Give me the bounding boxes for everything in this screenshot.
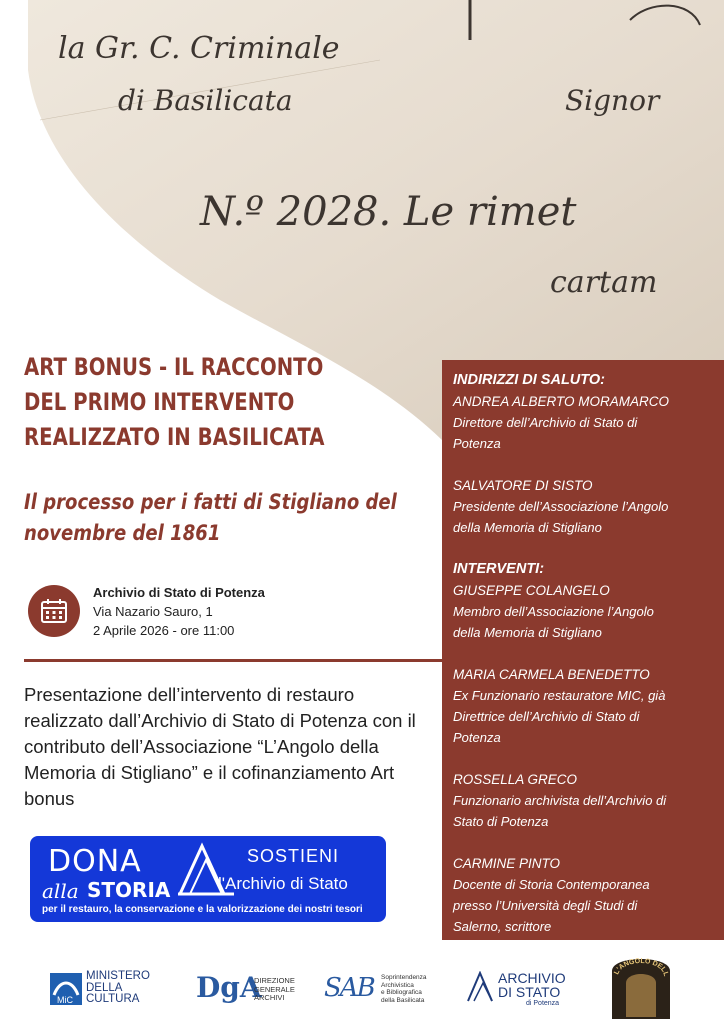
donate-archivio-text: l'Archivio di Stato bbox=[218, 874, 348, 893]
angolo-memoria-logo bbox=[610, 949, 672, 1021]
subtitle-line: Il processo per i fatti di Stigliano del bbox=[24, 490, 397, 514]
sab-text: e Bibliografica bbox=[381, 989, 422, 996]
ministero-text: DELLA bbox=[86, 981, 123, 994]
speakers-panel bbox=[442, 360, 724, 940]
speaker-name: CARMINE PINTO bbox=[453, 856, 561, 871]
donate-banner[interactable] bbox=[30, 836, 386, 922]
speaker-entry bbox=[453, 853, 724, 937]
partner-logos bbox=[0, 945, 724, 1024]
speaker-role: Docente di Storia Contemporanea bbox=[453, 877, 650, 892]
title-line: ART BONUS - IL RACCONTO bbox=[24, 353, 324, 381]
event-datetime: 2 Aprile 2026 - ore 11:00 bbox=[93, 623, 235, 638]
speaker-role: Stato di Potenza bbox=[453, 814, 549, 829]
donate-tagline: per il restauro, la conservazione e la valorizzazione dei nostri tesori bbox=[42, 904, 363, 915]
donate-alla-text: alla bbox=[42, 879, 79, 903]
speaker-entry bbox=[453, 475, 724, 538]
asp-text: ARCHIVIO bbox=[498, 970, 566, 986]
dga-logo bbox=[196, 971, 306, 1011]
divider bbox=[24, 659, 442, 662]
speaker-role: Salerno, scrittore bbox=[453, 919, 552, 934]
speaker-role: Direttore dell’Archivio di Stato di bbox=[453, 415, 638, 430]
speaker-entry bbox=[453, 769, 724, 832]
ministero-text: CULTURA bbox=[86, 993, 140, 1005]
ministero-text: MINISTERO bbox=[86, 970, 150, 982]
speaker-name: GIUSEPPE COLANGELO bbox=[453, 583, 610, 598]
dga-text: ARCHIVI bbox=[254, 993, 285, 1002]
interventi-heading: INTERVENTI: bbox=[453, 561, 545, 577]
title-line: REALIZZATO IN BASILICATA bbox=[24, 423, 325, 451]
sab-mark: SAB bbox=[324, 973, 374, 1003]
speaker-entry bbox=[453, 391, 724, 454]
speaker-entry bbox=[453, 664, 724, 748]
speaker-role: presso l’Università degli Studi di bbox=[453, 898, 638, 913]
hand-line-3: N.º 2028. Le rimet bbox=[200, 189, 577, 235]
speaker-role: Ex Funzionario restauratore MIC, già bbox=[453, 688, 666, 703]
dga-mark: DgA bbox=[196, 971, 262, 1004]
event-venue: Archivio di Stato di Potenza bbox=[93, 585, 265, 600]
speaker-role: Direttrice dell’Archivio di Stato di bbox=[453, 709, 640, 724]
hand-line-5: cartam bbox=[550, 265, 658, 300]
sab-text: della Basilicata bbox=[381, 996, 425, 1004]
asp-text: DI STATO bbox=[498, 984, 561, 1000]
svg-text:L'ANGOLO DELLA MEMORIA: L'ANGOLO DELL bbox=[613, 957, 670, 978]
speaker-name: ROSSELLA GRECO bbox=[453, 772, 578, 787]
event-address: Via Nazario Sauro, 1 bbox=[93, 604, 213, 619]
sab-text: Archivistica bbox=[381, 981, 414, 989]
hand-line-4: Signor bbox=[565, 84, 660, 117]
speaker-entry bbox=[453, 580, 724, 643]
donate-dona-text: DONA bbox=[48, 844, 142, 879]
donate-sostieni-text: SOSTIENI bbox=[247, 846, 340, 866]
speaker-name: SALVATORE DI SISTO bbox=[453, 478, 593, 493]
asp-sub: di Potenza bbox=[526, 1000, 560, 1007]
speaker-role: Potenza bbox=[453, 730, 501, 745]
speaker-role: della Memoria di Stigliano bbox=[453, 625, 602, 640]
speaker-role: Membro dell’Associazione l’Angolo bbox=[453, 604, 654, 619]
event-subtitle bbox=[24, 487, 402, 549]
dga-text: DIREZIONE bbox=[254, 976, 295, 985]
event-details bbox=[93, 583, 265, 640]
mic-emblem-icon bbox=[50, 973, 82, 1005]
hand-line-1: la Gr. C. Criminale bbox=[58, 31, 340, 66]
speaker-role: Potenza bbox=[453, 436, 501, 451]
archivio-stato-potenza-logo bbox=[466, 971, 576, 1011]
speaker-name: MARIA CARMELA BENEDETTO bbox=[453, 667, 650, 682]
donate-storia-text: STORIA bbox=[87, 878, 171, 902]
event-title bbox=[24, 350, 352, 455]
subtitle-line: novembre del 1861 bbox=[24, 521, 221, 545]
title-line: DEL PRIMO INTERVENTO bbox=[24, 388, 295, 416]
speaker-role: Funzionario archivista dell’Archivio di bbox=[453, 793, 667, 808]
saluti-heading: INDIRIZZI DI SALUTO: bbox=[453, 372, 605, 388]
sab-logo bbox=[324, 971, 436, 1011]
archive-a-logo-icon bbox=[466, 971, 496, 1003]
svg-text:MiC: MiC bbox=[57, 995, 73, 1005]
speaker-role: della Memoria di Stigliano bbox=[453, 520, 602, 535]
speaker-role: Presidente dell’Associazione l’Angolo bbox=[453, 499, 669, 514]
dga-text: GENERALE bbox=[254, 984, 295, 994]
hand-line-2: di Basilicata bbox=[118, 84, 293, 117]
event-description: Presentazione dell’intervento di restauro realizzato dall’Archivio di Stato di Potenza con il contributo dell’Associazione “L’Angolo della Memoria di Stigliano” e il cofinanziamento Art bonus bbox=[24, 684, 416, 809]
speaker-name: ANDREA ALBERTO MORAMARCO bbox=[453, 394, 670, 409]
sab-text: Soprintendenza bbox=[381, 974, 427, 981]
ministero-cultura-logo bbox=[50, 971, 160, 1011]
calendar-icon bbox=[28, 585, 80, 637]
